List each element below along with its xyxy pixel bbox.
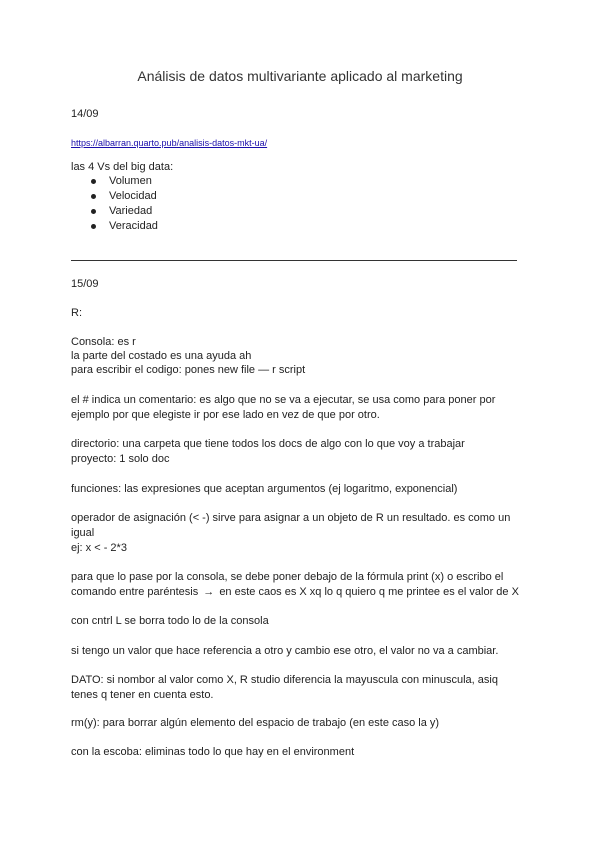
note-line: proyecto: 1 solo doc [71,453,170,465]
note-line: el # indica un comentario: es algo que no se va a ejecutar, se usa como para poner por [71,394,496,406]
note-line: rm(y): para borrar algún elemento del espacio de trabajo (en este caso la y) [71,717,440,729]
list-item: Velocidad [87,189,158,204]
note-line: para que lo pase por la consola, se debe poner debajo de la fórmula print (x) o escribo el [71,571,504,583]
note-text: en este caos es X xq lo q quiero q me printee es el valor de X [219,586,519,598]
note-line: funciones: las expresiones que aceptan argumentos (ej logaritmo, exponencial) [71,483,458,495]
note-line: Consola: es r [71,336,136,348]
note-line: ej: x < - 2*3 [71,542,127,554]
note-line: para escribir el codigo: pones new file — r script [71,364,306,376]
right-arrow-icon: → [203,586,215,598]
horizontal-divider [71,260,517,261]
list-item: Veracidad [87,219,158,234]
note-line: tenes q tener en cuenta esto. [71,689,214,701]
date-heading-2: 15/09 [71,278,99,290]
note-line: operador de asignación (< -) sirve para asignar a un objeto de R un resultado. es como un [71,512,511,524]
note-line: con la escoba: eliminas todo lo que hay en el environment [71,746,355,758]
document-title: Análisis de datos multivariante aplicado al marketing [137,68,463,84]
r-label: R: [71,307,82,319]
note-line [71,585,519,600]
note-line: si tengo un valor que hace referencia a otro y cambio ese otro, el valor no va a cambiar. [71,645,499,657]
note-line: directorio: una carpeta que tiene todos los docs de algo con lo que voy a trabajar [71,438,465,450]
note-line: igual [71,527,95,539]
course-link[interactable]: https://albarran.quarto.pub/analisis-datos-mkt-ua/ [71,138,268,148]
note-line: con cntrl L se borra todo lo de la consola [71,615,269,627]
note-line: la parte del costado es una ayuda ah [71,350,252,362]
note-text: comando entre paréntesis [71,586,199,598]
vs-list [87,174,158,234]
note-line: ejemplo por que elegiste ir por ese lado en vez de que por otro. [71,409,380,421]
vs-intro: las 4 Vs del big data: [71,161,174,173]
date-heading-1: 14/09 [71,108,99,120]
list-item: Variedad [87,204,158,219]
note-line: DATO: si nombor al valor como X, R studio diferencia la mayuscula con minuscula, asiq [71,674,498,686]
list-item: Volumen [87,174,158,189]
